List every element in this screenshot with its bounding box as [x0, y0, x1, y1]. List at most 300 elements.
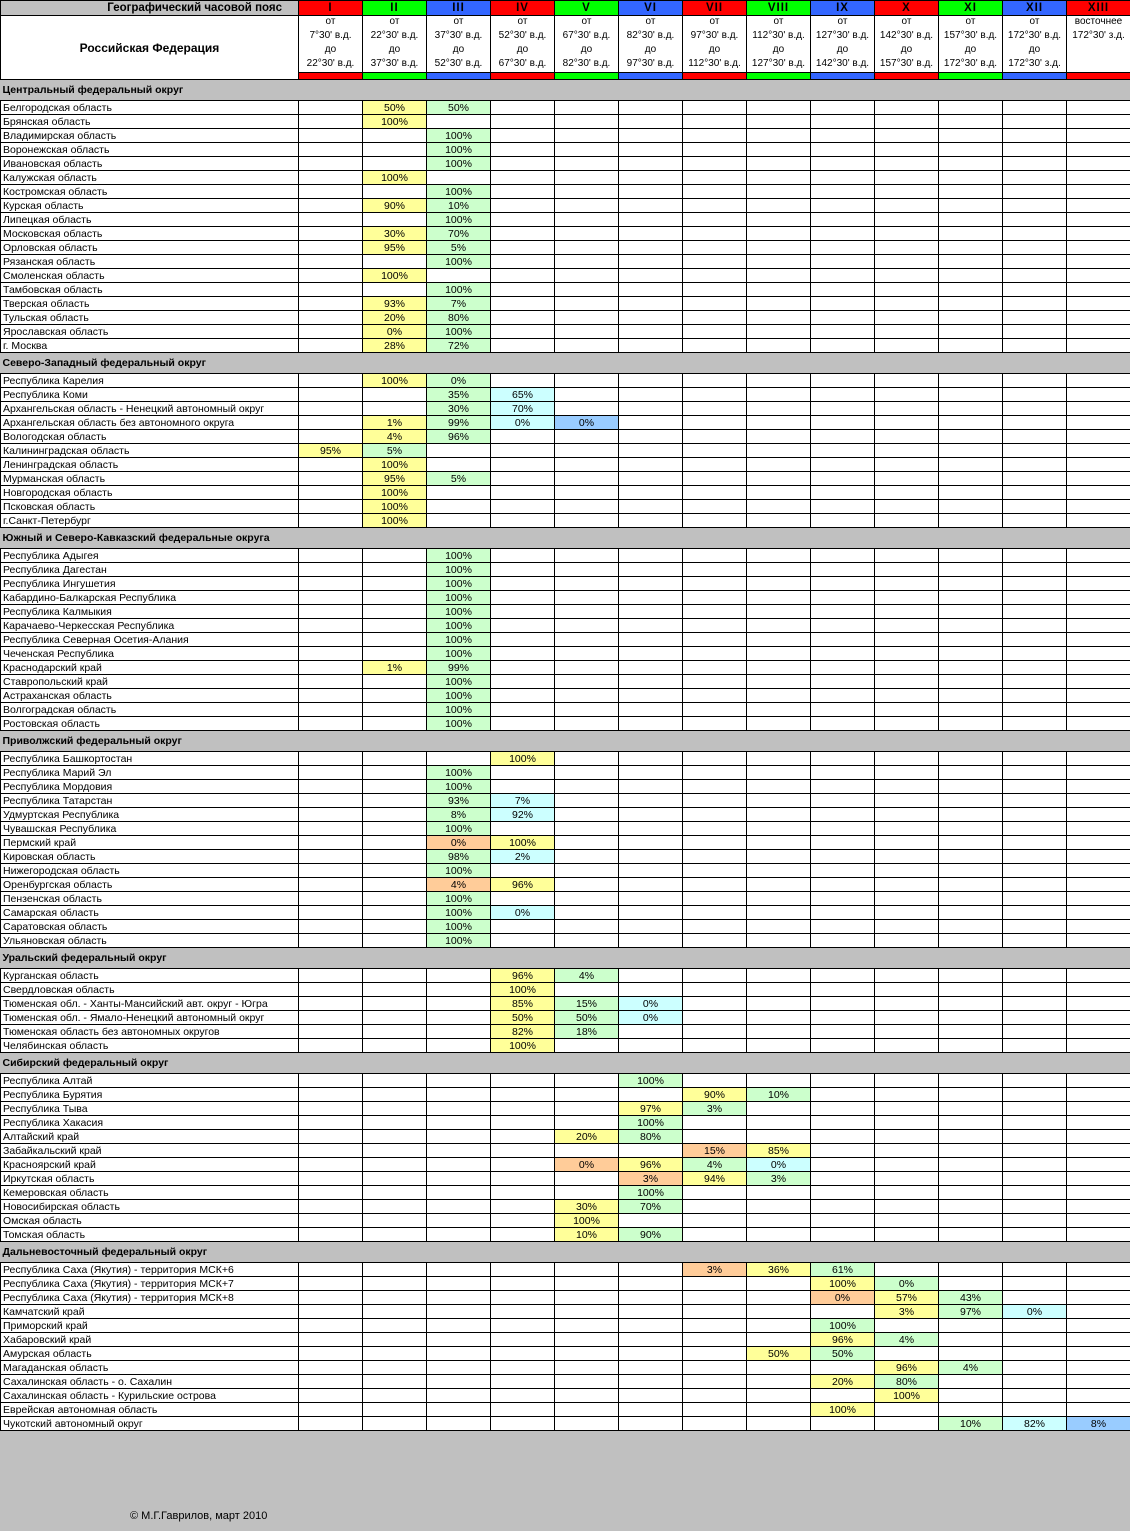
- region-name: г. Москва: [1, 339, 299, 353]
- empty-cell: [491, 1305, 555, 1319]
- empty-cell: [811, 101, 875, 115]
- empty-cell: [1067, 1228, 1130, 1242]
- zone-share-cell: 50%: [811, 1347, 875, 1361]
- empty-cell: [619, 157, 683, 171]
- empty-cell: [299, 675, 363, 689]
- empty-cell: [363, 983, 427, 997]
- empty-cell: [1067, 969, 1130, 983]
- zone-share-cell: 100%: [811, 1403, 875, 1417]
- empty-cell: [683, 374, 747, 388]
- empty-cell: [875, 808, 939, 822]
- empty-cell: [1067, 605, 1130, 619]
- empty-cell: [875, 577, 939, 591]
- empty-cell: [1003, 892, 1067, 906]
- empty-cell: [1067, 766, 1130, 780]
- region-name: Самарская область: [1, 906, 299, 920]
- empty-cell: [939, 1130, 1003, 1144]
- region-name: Костромская область: [1, 185, 299, 199]
- zone-share-cell: 8%: [1067, 1417, 1130, 1431]
- empty-cell: [1003, 185, 1067, 199]
- zone-share-cell: 100%: [427, 283, 491, 297]
- empty-cell: [299, 143, 363, 157]
- empty-cell: [363, 402, 427, 416]
- table-row: [1, 878, 1130, 892]
- empty-cell: [427, 1116, 491, 1130]
- table-row: [1, 241, 1130, 255]
- zone-share-cell: 96%: [491, 969, 555, 983]
- empty-cell: [491, 1347, 555, 1361]
- zone-range-line: 127°30' в.д.: [751, 58, 806, 69]
- empty-cell: [875, 549, 939, 563]
- empty-cell: [427, 444, 491, 458]
- empty-cell: [1067, 808, 1130, 822]
- zone-share-cell: 95%: [363, 472, 427, 486]
- copyright-footer: © М.Г.Гаврилов, март 2010: [130, 1510, 268, 1522]
- table-title: Географический часовой пояс: [1, 1, 299, 16]
- empty-cell: [619, 171, 683, 185]
- zone-range-line: 172°30' з.д.: [1072, 30, 1125, 41]
- zone-share-cell: 95%: [299, 444, 363, 458]
- empty-cell: [1067, 1319, 1130, 1333]
- region-name: Республика Саха (Якутия) - территория МСК+8: [1, 1291, 299, 1305]
- empty-cell: [299, 1088, 363, 1102]
- zone-share-cell: 100%: [427, 780, 491, 794]
- empty-cell: [299, 1025, 363, 1039]
- zone-share-cell: 0%: [555, 416, 619, 430]
- empty-cell: [491, 101, 555, 115]
- zone-share-cell: 100%: [363, 374, 427, 388]
- empty-cell: [683, 241, 747, 255]
- empty-cell: [619, 1088, 683, 1102]
- empty-cell: [299, 983, 363, 997]
- empty-cell: [555, 1361, 619, 1375]
- empty-cell: [363, 1319, 427, 1333]
- empty-cell: [939, 850, 1003, 864]
- zone-range-1: [299, 16, 363, 73]
- empty-cell: [683, 717, 747, 731]
- empty-cell: [299, 283, 363, 297]
- empty-cell: [747, 255, 811, 269]
- empty-cell: [363, 1200, 427, 1214]
- empty-cell: [619, 1263, 683, 1277]
- empty-cell: [363, 752, 427, 766]
- empty-cell: [811, 241, 875, 255]
- empty-cell: [491, 892, 555, 906]
- empty-cell: [299, 1403, 363, 1417]
- empty-cell: [363, 1088, 427, 1102]
- zone-color-strip: [299, 73, 363, 80]
- table-row: [1, 934, 1130, 948]
- empty-cell: [619, 619, 683, 633]
- empty-cell: [939, 906, 1003, 920]
- empty-cell: [1067, 1088, 1130, 1102]
- empty-cell: [939, 1263, 1003, 1277]
- empty-cell: [619, 283, 683, 297]
- region-name: Калининградская область: [1, 444, 299, 458]
- empty-cell: [619, 227, 683, 241]
- empty-cell: [555, 129, 619, 143]
- empty-cell: [491, 1116, 555, 1130]
- empty-cell: [747, 717, 811, 731]
- empty-cell: [491, 1228, 555, 1242]
- empty-cell: [1067, 1403, 1130, 1417]
- empty-cell: [619, 717, 683, 731]
- zone-color-strip: [363, 73, 427, 80]
- empty-cell: [619, 458, 683, 472]
- empty-cell: [299, 878, 363, 892]
- zone-share-cell: 28%: [363, 339, 427, 353]
- empty-cell: [875, 794, 939, 808]
- empty-cell: [619, 983, 683, 997]
- empty-cell: [1003, 983, 1067, 997]
- zone-range-line: [1067, 58, 1130, 72]
- empty-cell: [299, 1375, 363, 1389]
- region-name: Удмуртская Республика: [1, 808, 299, 822]
- empty-cell: [811, 969, 875, 983]
- zone-share-cell: 100%: [491, 752, 555, 766]
- empty-cell: [619, 766, 683, 780]
- empty-cell: [875, 1319, 939, 1333]
- empty-cell: [811, 549, 875, 563]
- empty-cell: [747, 388, 811, 402]
- table-row: [1, 717, 1130, 731]
- empty-cell: [683, 325, 747, 339]
- section-title: Сибирский федеральный округ: [1, 1053, 1130, 1074]
- section-title: Приволжский федеральный округ: [1, 731, 1130, 752]
- zone-share-cell: 100%: [427, 822, 491, 836]
- empty-cell: [1067, 486, 1130, 500]
- empty-cell: [555, 1144, 619, 1158]
- empty-cell: [555, 430, 619, 444]
- empty-cell: [299, 752, 363, 766]
- empty-cell: [619, 850, 683, 864]
- empty-cell: [491, 514, 555, 528]
- empty-cell: [811, 1011, 875, 1025]
- empty-cell: [1003, 1088, 1067, 1102]
- empty-cell: [363, 388, 427, 402]
- empty-cell: [555, 1347, 619, 1361]
- empty-cell: [939, 500, 1003, 514]
- empty-cell: [811, 1144, 875, 1158]
- empty-cell: [555, 1277, 619, 1291]
- empty-cell: [491, 1277, 555, 1291]
- region-name: Вологодская область: [1, 430, 299, 444]
- empty-cell: [491, 1088, 555, 1102]
- zone-share-cell: 100%: [427, 892, 491, 906]
- empty-cell: [363, 969, 427, 983]
- empty-cell: [811, 1039, 875, 1053]
- table-row: [1, 269, 1130, 283]
- region-name: Сахалинская область - Курильские острова: [1, 1389, 299, 1403]
- empty-cell: [683, 1347, 747, 1361]
- zone-share-cell: 4%: [427, 878, 491, 892]
- empty-cell: [363, 675, 427, 689]
- region-name: Кировская область: [1, 850, 299, 864]
- empty-cell: [1003, 444, 1067, 458]
- empty-cell: [427, 997, 491, 1011]
- empty-cell: [619, 808, 683, 822]
- zone-share-cell: 100%: [427, 934, 491, 948]
- empty-cell: [875, 997, 939, 1011]
- empty-cell: [555, 185, 619, 199]
- region-name: Республика Дагестан: [1, 563, 299, 577]
- empty-cell: [619, 213, 683, 227]
- empty-cell: [939, 969, 1003, 983]
- empty-cell: [363, 864, 427, 878]
- empty-cell: [875, 325, 939, 339]
- empty-cell: [683, 591, 747, 605]
- empty-cell: [683, 1403, 747, 1417]
- empty-cell: [1067, 1116, 1130, 1130]
- empty-cell: [299, 1319, 363, 1333]
- empty-cell: [811, 1172, 875, 1186]
- empty-cell: [299, 703, 363, 717]
- empty-cell: [299, 1116, 363, 1130]
- empty-cell: [299, 1144, 363, 1158]
- empty-cell: [811, 339, 875, 353]
- zone-share-cell: 85%: [747, 1144, 811, 1158]
- empty-cell: [683, 619, 747, 633]
- region-name: Томская область: [1, 1228, 299, 1242]
- empty-cell: [875, 892, 939, 906]
- empty-cell: [875, 157, 939, 171]
- empty-cell: [811, 297, 875, 311]
- empty-cell: [299, 906, 363, 920]
- empty-cell: [683, 969, 747, 983]
- region-name: Республика Карелия: [1, 374, 299, 388]
- table-row: [1, 689, 1130, 703]
- region-name: Чувашская Республика: [1, 822, 299, 836]
- empty-cell: [299, 213, 363, 227]
- empty-cell: [555, 850, 619, 864]
- empty-cell: [939, 1200, 1003, 1214]
- empty-cell: [811, 878, 875, 892]
- empty-cell: [363, 920, 427, 934]
- empty-cell: [939, 458, 1003, 472]
- empty-cell: [1067, 227, 1130, 241]
- empty-cell: [939, 892, 1003, 906]
- empty-cell: [555, 717, 619, 731]
- empty-cell: [619, 703, 683, 717]
- zone-range-line: 82°30' в.д.: [562, 58, 611, 69]
- zone-range-10: [875, 16, 939, 73]
- empty-cell: [363, 255, 427, 269]
- region-name: Курганская область: [1, 969, 299, 983]
- empty-cell: [939, 766, 1003, 780]
- empty-cell: [939, 1277, 1003, 1291]
- region-name: Архангельская область без автономного округа: [1, 416, 299, 430]
- empty-cell: [619, 444, 683, 458]
- zone-share-cell: 90%: [619, 1228, 683, 1242]
- empty-cell: [619, 633, 683, 647]
- zone-share-cell: 80%: [875, 1375, 939, 1389]
- section-title: Уральский федеральный округ: [1, 948, 1130, 969]
- empty-cell: [811, 1158, 875, 1172]
- empty-cell: [875, 836, 939, 850]
- zone-range-8: [747, 16, 811, 73]
- zone-share-cell: 10%: [427, 199, 491, 213]
- region-name: Забайкальский край: [1, 1144, 299, 1158]
- empty-cell: [939, 101, 1003, 115]
- empty-cell: [747, 1130, 811, 1144]
- region-name: Хабаровский край: [1, 1333, 299, 1347]
- empty-cell: [939, 1158, 1003, 1172]
- empty-cell: [939, 1172, 1003, 1186]
- empty-cell: [1003, 1263, 1067, 1277]
- empty-cell: [555, 1172, 619, 1186]
- empty-cell: [747, 213, 811, 227]
- zone-range-line: до: [708, 44, 721, 55]
- empty-cell: [555, 374, 619, 388]
- empty-cell: [875, 374, 939, 388]
- empty-cell: [427, 1088, 491, 1102]
- region-name: Кемеровская область: [1, 1186, 299, 1200]
- empty-cell: [875, 1025, 939, 1039]
- empty-cell: [875, 752, 939, 766]
- empty-cell: [491, 143, 555, 157]
- empty-cell: [299, 171, 363, 185]
- empty-cell: [1067, 934, 1130, 948]
- empty-cell: [299, 430, 363, 444]
- empty-cell: [747, 143, 811, 157]
- empty-cell: [939, 549, 1003, 563]
- zone-share-cell: 50%: [427, 101, 491, 115]
- empty-cell: [491, 1375, 555, 1389]
- zone-color-strip: [1067, 73, 1130, 80]
- empty-cell: [299, 647, 363, 661]
- empty-cell: [619, 199, 683, 213]
- section-title: Центральный федеральный округ: [1, 80, 1130, 101]
- region-name: Калужская область: [1, 171, 299, 185]
- empty-cell: [875, 416, 939, 430]
- empty-cell: [491, 1291, 555, 1305]
- empty-cell: [875, 115, 939, 129]
- empty-cell: [747, 241, 811, 255]
- empty-cell: [491, 864, 555, 878]
- empty-cell: [555, 605, 619, 619]
- zone-color-strip: [875, 73, 939, 80]
- table-row: [1, 675, 1130, 689]
- empty-cell: [747, 675, 811, 689]
- empty-cell: [939, 430, 1003, 444]
- empty-cell: [363, 878, 427, 892]
- empty-cell: [427, 1011, 491, 1025]
- empty-cell: [811, 1088, 875, 1102]
- empty-cell: [939, 1214, 1003, 1228]
- empty-cell: [1003, 269, 1067, 283]
- empty-cell: [939, 269, 1003, 283]
- empty-cell: [1003, 1102, 1067, 1116]
- empty-cell: [811, 794, 875, 808]
- empty-cell: [939, 717, 1003, 731]
- empty-cell: [299, 115, 363, 129]
- empty-cell: [683, 1130, 747, 1144]
- zone-share-cell: 43%: [939, 1291, 1003, 1305]
- table-row: [1, 1200, 1130, 1214]
- empty-cell: [747, 577, 811, 591]
- empty-cell: [811, 661, 875, 675]
- empty-cell: [875, 129, 939, 143]
- empty-cell: [299, 416, 363, 430]
- zone-share-cell: 100%: [363, 514, 427, 528]
- empty-cell: [747, 794, 811, 808]
- empty-cell: [1067, 703, 1130, 717]
- empty-cell: [363, 1116, 427, 1130]
- region-name: Пермский край: [1, 836, 299, 850]
- empty-cell: [619, 1389, 683, 1403]
- empty-cell: [491, 1333, 555, 1347]
- empty-cell: [299, 619, 363, 633]
- empty-cell: [683, 1116, 747, 1130]
- empty-cell: [619, 1214, 683, 1228]
- zone-share-cell: 100%: [427, 675, 491, 689]
- region-name: Ростовская область: [1, 717, 299, 731]
- empty-cell: [363, 717, 427, 731]
- empty-cell: [427, 1417, 491, 1431]
- empty-cell: [619, 794, 683, 808]
- table-row: [1, 472, 1130, 486]
- zone-share-cell: 10%: [939, 1417, 1003, 1431]
- empty-cell: [363, 1025, 427, 1039]
- empty-cell: [747, 1305, 811, 1319]
- zone-color-strip: [555, 73, 619, 80]
- zone-header-11: XI: [939, 1, 1003, 16]
- empty-cell: [875, 969, 939, 983]
- empty-cell: [811, 563, 875, 577]
- zone-color-strip: [619, 73, 683, 80]
- region-name: Ярославская область: [1, 325, 299, 339]
- zone-share-cell: 10%: [555, 1228, 619, 1242]
- empty-cell: [1067, 1277, 1130, 1291]
- empty-cell: [811, 472, 875, 486]
- empty-cell: [747, 703, 811, 717]
- region-name: Ставропольский край: [1, 675, 299, 689]
- region-name: Тюменская область без автономных округов: [1, 1025, 299, 1039]
- empty-cell: [811, 605, 875, 619]
- empty-cell: [939, 1144, 1003, 1158]
- zone-range-line: 172°30' в.д.: [1007, 30, 1062, 41]
- empty-cell: [747, 1361, 811, 1375]
- zone-share-cell: 7%: [491, 794, 555, 808]
- empty-cell: [875, 633, 939, 647]
- empty-cell: [683, 549, 747, 563]
- empty-cell: [555, 1375, 619, 1389]
- empty-cell: [683, 458, 747, 472]
- empty-cell: [1067, 997, 1130, 1011]
- table-row: [1, 416, 1130, 430]
- empty-cell: [875, 269, 939, 283]
- empty-cell: [299, 1130, 363, 1144]
- empty-cell: [619, 325, 683, 339]
- empty-cell: [1067, 143, 1130, 157]
- empty-cell: [299, 297, 363, 311]
- empty-cell: [491, 689, 555, 703]
- region-name: г.Санкт-Петербург: [1, 514, 299, 528]
- region-name: Республика Адыгея: [1, 549, 299, 563]
- zone-share-cell: 57%: [875, 1291, 939, 1305]
- empty-cell: [491, 430, 555, 444]
- empty-cell: [619, 1305, 683, 1319]
- empty-cell: [491, 241, 555, 255]
- empty-cell: [1067, 199, 1130, 213]
- empty-cell: [683, 1025, 747, 1039]
- empty-cell: [619, 689, 683, 703]
- empty-cell: [299, 661, 363, 675]
- empty-cell: [491, 1102, 555, 1116]
- zone-share-cell: 0%: [1003, 1305, 1067, 1319]
- empty-cell: [491, 339, 555, 353]
- zone-share-cell: 2%: [491, 850, 555, 864]
